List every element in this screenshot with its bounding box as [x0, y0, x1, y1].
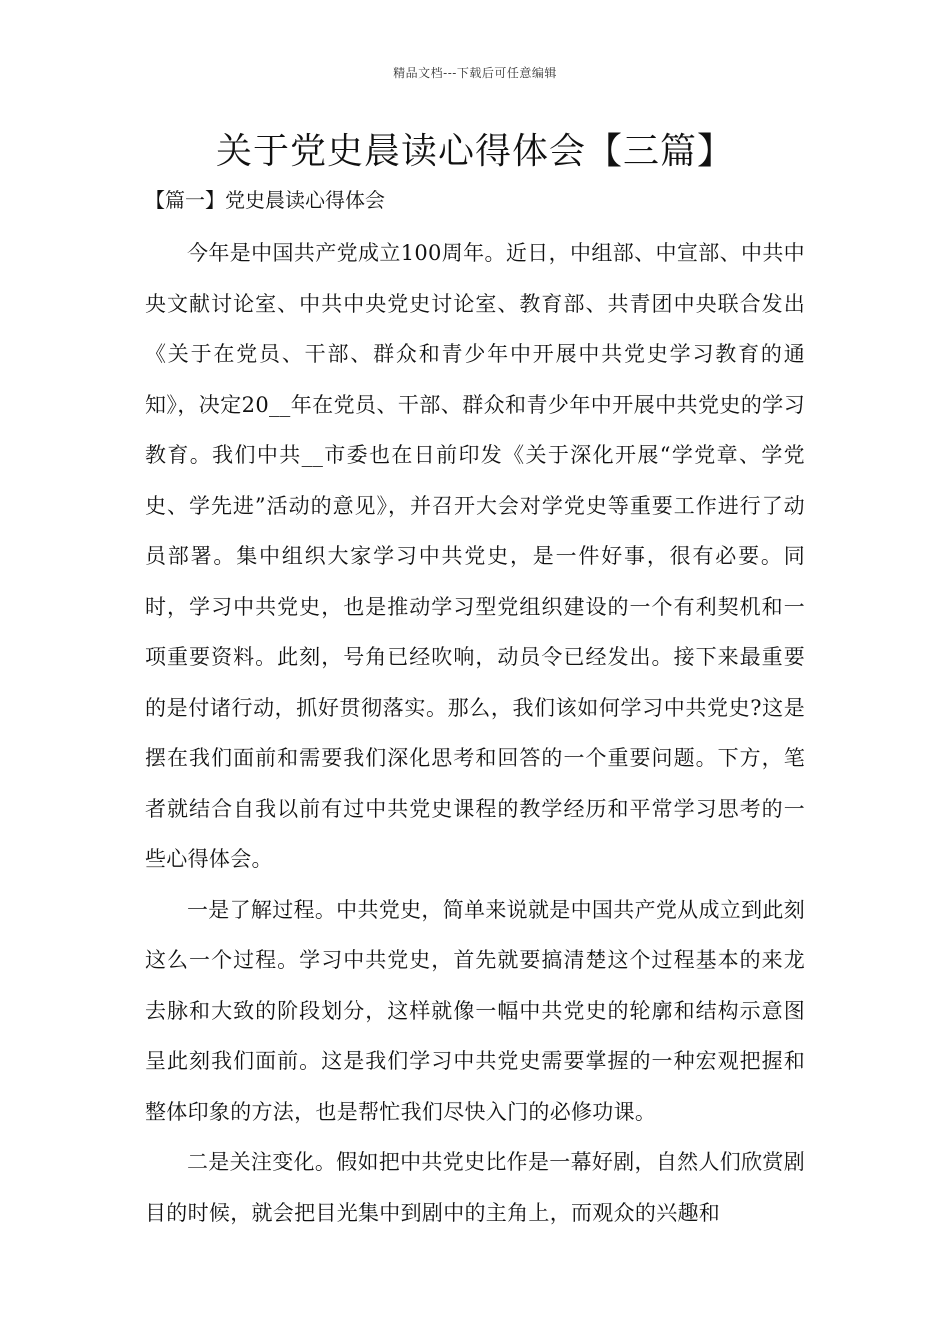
paragraph-2: 一是了解过程。中共党史，简单来说就是中国共产党从成立到此刻这么一个过程。学习中共党史，首先就要搞清楚这个过程基本的来龙去脉和大致的阶段划分，这样就像一幅中共党史的轮廓和结构示意图呈此刻我们面前。这是我们学习中共党史需要掌握的一种宏观把握和整体印象的方法，也是帮忙我们尽快入门的必修功课。: [145, 897, 805, 1124]
body-text: [145, 228, 805, 1238]
section-heading: 【篇一】党史晨读心得体会: [145, 188, 385, 212]
document-title: 关于党史晨读心得体会【三篇】: [215, 131, 734, 172]
paragraph-3: 二是关注变化。假如把中共党史比作是一幕好剧，自然人们欣赏剧目的时候，就会把目光集中到剧中的主角上，而观众的兴趣和: [145, 1150, 805, 1225]
header-note: 精品文档---下载后可任意编辑: [393, 66, 557, 80]
paragraph-1: 今年是中国共产党成立100周年。近日，中组部、中宣部、中共中央文献讨论室、中共中央党史讨论室、教育部、共青团中央联合发出《关于在党员、干部、群众和青少年中开展中共党史学习教育的通知》，决定20__年在党员、干部、群众和青少年中开展中共党史的学习教育。我们中共__市委也在日前印发《关于深化开展“学党章、学党史、学先进”活动的意见》，并召开大会对学党史等重要工作进行了动员部署。集中组织大家学习中共党史，是一件好事，很有必要。同时，学习中共党史，也是推动学习型党组织建设的一个有利契机和一项重要资料。此刻，号角已经吹响，动员令已经发出。接下来最重要的是付诸行动，抓好贯彻落实。那么，我们该如何学习中共党史?这是摆在我们面前和需要我们深化思考和回答的一个重要问题。下方，笔者就结合自我以前有过中共党史课程的教学经历和平常学习思考的一些心得体会。: [145, 241, 805, 871]
